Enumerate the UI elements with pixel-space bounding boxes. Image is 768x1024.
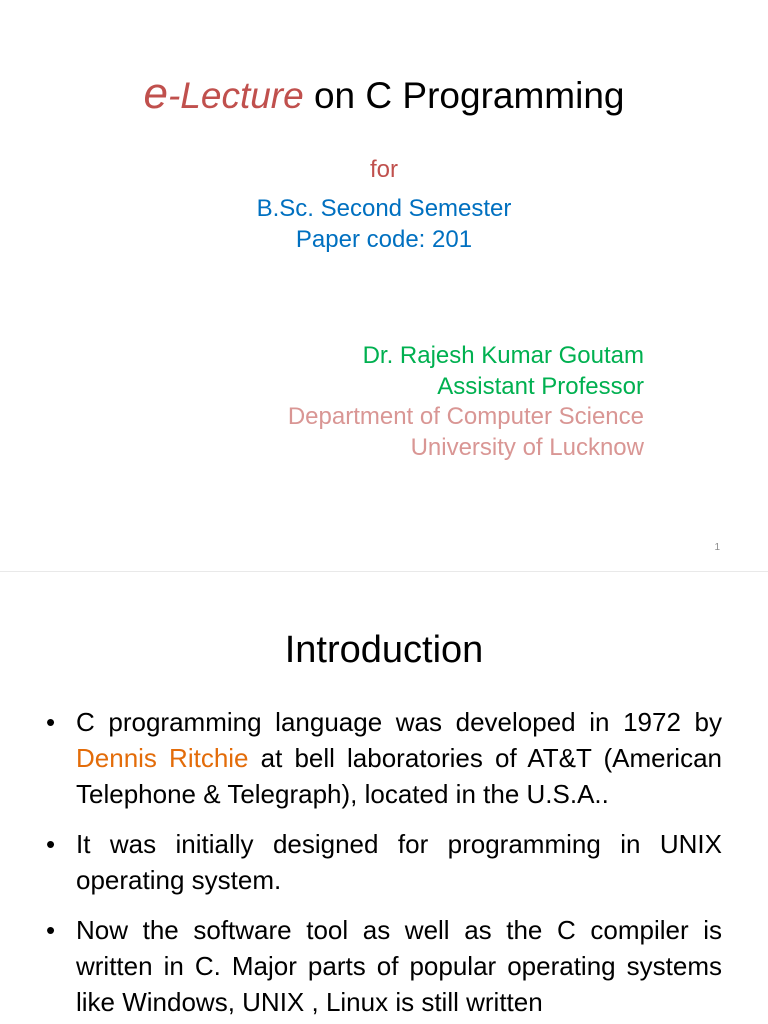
author-title: Assistant Professor <box>437 373 644 400</box>
bullet-icon: • <box>46 915 56 945</box>
bullet-text: It was initially designed for programming in UNIX operating system. <box>76 829 722 895</box>
slide-1-title <box>0 69 768 118</box>
for-label: for <box>369 156 398 183</box>
highlight-name: Dennis Ritchie <box>76 743 249 773</box>
bullet-icon: • <box>46 707 56 737</box>
title-lecture-word: -Lecture <box>167 75 304 116</box>
title-e-letter: e <box>143 69 168 118</box>
slide-2 <box>0 572 768 1024</box>
bullet-text-before: C programming language was developed in 1972 by <box>76 707 722 737</box>
bullet-text: Now the software tool as well as the C compiler is written in C. Major parts of popular operating systems like Windows, UNIX , Linux is still written <box>76 915 722 1017</box>
author-name: Dr. Rajesh Kumar Goutam <box>362 342 644 369</box>
list-item <box>46 826 722 898</box>
list-item <box>46 704 722 812</box>
list-item <box>46 912 722 1020</box>
page-number: 1 <box>714 542 720 553</box>
department-label: Department of Computer Science <box>287 403 644 430</box>
slide-2-title: Introduction <box>284 629 484 671</box>
title-rest: on C Programming <box>303 75 625 116</box>
bullet-text-after: at bell laboratories of AT&T (American Telephone & Telegraph), located in the U.S.A.. <box>76 743 722 809</box>
university-label: University of Lucknow <box>410 434 644 461</box>
bullet-list <box>46 704 722 1024</box>
course-label: B.Sc. Second Semester <box>256 195 512 222</box>
bullet-icon: • <box>46 829 56 859</box>
paper-code-label: Paper code: 201 <box>295 226 473 253</box>
